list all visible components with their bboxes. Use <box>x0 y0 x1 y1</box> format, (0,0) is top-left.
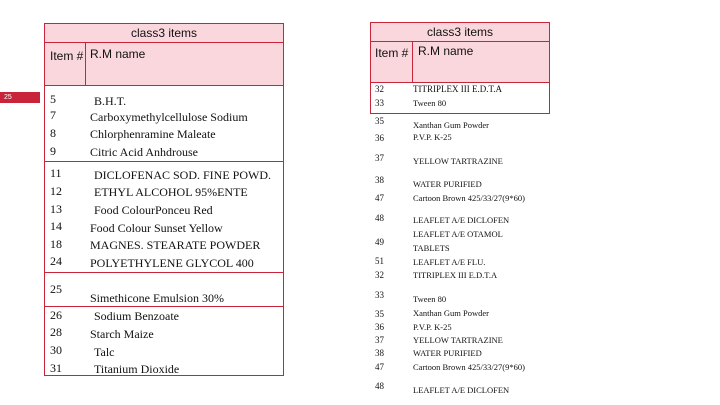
item-number: 7 <box>50 108 56 122</box>
item-number: 5 <box>50 92 56 106</box>
item-number: 32 <box>375 270 384 280</box>
rm-name: Food Colour Sunset Yellow <box>90 221 223 235</box>
rm-name: Cartoon Brown 425/33/27(9*60) <box>413 362 525 372</box>
item-number: 11 <box>50 166 62 180</box>
rm-name: P.V.P. K-25 <box>413 322 452 332</box>
item-number: 48 <box>375 381 384 391</box>
item-number: 8 <box>50 126 56 140</box>
left-name-header: R.M name <box>90 47 146 61</box>
item-number: 35 <box>375 116 384 126</box>
divider <box>44 306 284 307</box>
rm-name: DICLOFENAC SOD. FINE POWD. <box>94 168 272 182</box>
rm-name: Carboxymethylcellulose Sodium <box>90 110 248 124</box>
item-number: 25 <box>50 282 62 296</box>
item-number: 47 <box>375 362 384 372</box>
rm-name: Tween 80 <box>413 98 447 108</box>
rm-name: Xanthan Gum Powder <box>413 308 490 318</box>
right-name-header: R.M name <box>418 44 474 58</box>
rm-name: MAGNES. STEARATE POWDER <box>90 238 261 252</box>
rm-name: TABLETS <box>413 243 450 253</box>
item-number: 14 <box>50 219 62 233</box>
slide-number: 25 <box>0 92 40 103</box>
item-number: 38 <box>375 175 384 185</box>
rm-name: Cartoon Brown 425/33/27(9*60) <box>413 193 525 203</box>
rm-name: ETHYL ALCOHOL 95%ENTE <box>94 185 248 199</box>
item-number: 36 <box>375 133 384 143</box>
item-number: 24 <box>50 254 62 268</box>
rm-name: B.H.T. <box>94 94 127 108</box>
rm-name: Titanium Dioxide <box>94 362 180 376</box>
item-number: 28 <box>50 325 62 339</box>
rm-name: P.V.P. K-25 <box>413 132 452 142</box>
rm-name: LEAFLET A/E DICLOFEN <box>413 215 510 225</box>
item-number: 38 <box>375 348 384 358</box>
item-number: 18 <box>50 237 62 251</box>
rm-name: TITRIPLEX III E.D.T.A <box>413 270 498 280</box>
divider <box>44 272 284 273</box>
item-number: 37 <box>375 153 384 163</box>
rm-name: Chlorphenramine Maleate <box>90 127 216 141</box>
rm-name: LEAFLET A/E FLU. <box>413 257 486 267</box>
left-table-title: class3 items <box>130 26 198 40</box>
left-item-header: Item # <box>50 49 84 63</box>
rm-name: LEAFLET A/E DICLOFEN <box>413 385 510 395</box>
rm-name: Citric Acid Anhdrouse <box>90 145 198 159</box>
rm-name: Starch Maize <box>90 327 154 341</box>
item-number: 9 <box>50 144 56 158</box>
item-number: 12 <box>50 184 62 198</box>
rm-name: WATER PURIFIED <box>413 179 482 189</box>
item-number: 33 <box>375 98 384 108</box>
item-number: 51 <box>375 256 384 266</box>
rm-name: WATER PURIFIED <box>413 348 482 358</box>
rm-name: TITRIPLEX III E.D.T.A <box>413 84 503 94</box>
item-number: 35 <box>375 309 384 319</box>
rm-name: Tween 80 <box>413 294 447 304</box>
item-number: 32 <box>375 84 384 94</box>
item-number: 48 <box>375 213 384 223</box>
item-number: 33 <box>375 290 384 300</box>
item-number: 13 <box>50 202 62 216</box>
item-number: 49 <box>375 237 384 247</box>
rm-name: YELLOW TARTRAZINE <box>413 335 503 345</box>
divider <box>44 161 284 162</box>
rm-name: Talc <box>94 345 115 359</box>
rm-name: POLYETHYLENE GLYCOL 400 <box>90 256 254 270</box>
rm-name: YELLOW TARTRAZINE <box>413 156 503 166</box>
right-item-header: Item # <box>375 46 409 60</box>
rm-name: Simethicone Emulsion 30% <box>90 291 224 305</box>
item-number: 31 <box>50 361 62 375</box>
right-table-title: class3 items <box>426 25 494 39</box>
item-number: 30 <box>50 343 62 357</box>
rm-name: Xanthan Gum Powder <box>413 120 490 130</box>
item-number: 37 <box>375 335 384 345</box>
rm-name: Food ColourPonceu Red <box>94 203 213 217</box>
rm-name: LEAFLET A/E OTAMOL <box>413 229 503 239</box>
item-number: 36 <box>375 322 384 332</box>
rm-name: Sodium Benzoate <box>94 309 179 323</box>
item-number: 47 <box>375 193 384 203</box>
item-number: 26 <box>50 308 62 322</box>
